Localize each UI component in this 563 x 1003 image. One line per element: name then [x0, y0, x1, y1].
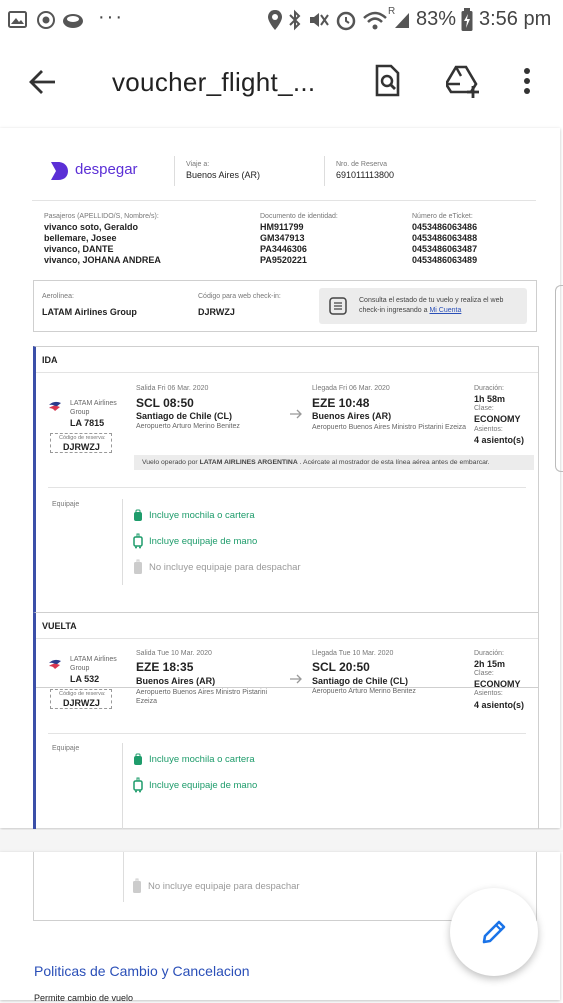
- baggage-checked: No incluye equipaje para despachar: [148, 881, 300, 892]
- class-label: Clase:: [474, 405, 494, 412]
- operating-carrier: LATAM AIRLINES ARGENTINA: [199, 459, 298, 466]
- baggage-divider: [122, 743, 123, 829]
- document-id-label: Documento de identidad:: [260, 213, 338, 220]
- return-reservation-code-box: [50, 689, 112, 709]
- booking-number-label: Nro. de Reserva: [336, 161, 387, 168]
- cloud-app-icon: [62, 10, 86, 30]
- outbound-flight-number: LA 7815: [70, 418, 105, 428]
- reservation-code: DJRWZJ: [63, 442, 100, 452]
- outbound-arrival-city: Buenos Aires (AR): [312, 411, 392, 421]
- seats-label: Asientos:: [474, 426, 503, 433]
- passenger-name: vivanco, JOHANA ANDREA: [44, 255, 161, 265]
- return-departure-time: EZE 18:35: [136, 660, 194, 674]
- outbound-departure-city: Santiago de Chile (CL): [136, 411, 233, 421]
- passenger-document: PA3446306: [260, 244, 307, 254]
- passenger-name: vivanco, DANTE: [44, 244, 114, 254]
- return-arrival-date: Llegada Tue 10 Mar. 2020: [312, 650, 394, 657]
- document-page-1: [0, 128, 560, 828]
- gallery-icon: [8, 10, 28, 30]
- outbound-departure-date: Salida Fri 06 Mar. 2020: [136, 385, 209, 392]
- passenger-eticket: 0453486063488: [412, 233, 478, 243]
- checked-bag-icon: [132, 878, 142, 894]
- document-title: voucher_flight_...: [112, 67, 316, 97]
- duration-label: Duración:: [474, 650, 504, 657]
- outbound-duration: 1h 58m: [474, 394, 506, 404]
- reservation-code-label: Código de reserva:: [59, 691, 106, 697]
- header-divider-1: [174, 156, 175, 186]
- passenger-list: [44, 222, 161, 266]
- outbound-baggage-rule: [48, 487, 526, 488]
- my-account-link[interactable]: Mi Cuenta: [429, 307, 462, 314]
- airline-name: LATAM Airlines Group: [42, 307, 137, 317]
- page-gap: [0, 830, 563, 852]
- flight-status-info: [319, 288, 527, 324]
- signal-icon: [393, 10, 411, 30]
- return-arrival-city: Santiago de Chile (CL): [312, 676, 409, 686]
- passenger-document: HM911799: [260, 222, 304, 232]
- status-bar: [0, 0, 563, 40]
- reservation-code-label: Código de reserva:: [59, 435, 106, 441]
- outbound-arrival-time: EZE 10:48: [312, 396, 370, 410]
- back-arrow-icon[interactable]: [28, 68, 58, 96]
- return-flight-number: LA 532: [70, 674, 100, 684]
- bluetooth-icon: [288, 9, 302, 31]
- return-departure-city: Buenos Aires (AR): [136, 676, 216, 686]
- checklist-icon: [329, 297, 347, 315]
- airline-checkin-box: [33, 280, 537, 332]
- status-text: [359, 296, 519, 316]
- chrome-icon: [36, 10, 56, 30]
- battery-percentage: 83%: [416, 8, 457, 30]
- airline-label: Aerolínea:: [42, 293, 74, 300]
- passenger-document: GM347913: [260, 233, 305, 243]
- return-departure-date: Salida Tue 10 Mar. 2020: [136, 650, 212, 657]
- return-departure-airport: Aeropuerto Buenos Aires Ministro Pistarini Ezeiza: [136, 689, 268, 705]
- operated-by-note: [134, 455, 534, 470]
- edit-fab[interactable]: [450, 888, 538, 976]
- baggage-divider: [122, 499, 123, 585]
- wifi-icon: [362, 9, 388, 31]
- document-id-list: [260, 222, 307, 266]
- return-duration: 2h 15m: [474, 659, 506, 669]
- latam-logo-icon: [48, 657, 62, 671]
- header-rule: [32, 200, 536, 201]
- passenger-name: bellemare, Josee: [44, 233, 117, 243]
- mute-icon: [308, 10, 330, 30]
- outbound-class: ECONOMY: [474, 414, 521, 424]
- reservation-code: DJRWZJ: [63, 698, 100, 708]
- outbound-arrival-airport: Aeropuerto Buenos Aires Ministro Pistarini Ezeiza: [312, 424, 467, 431]
- checkin-code-label: Código para web check-in:: [198, 293, 281, 300]
- outbound-seats: 4 asiento(s): [474, 435, 525, 445]
- eticket-label: Número de eTicket:: [412, 213, 473, 220]
- seats-label: Asientos:: [474, 690, 503, 697]
- latam-logo-icon: [48, 399, 62, 413]
- app-bar: [0, 40, 563, 126]
- header-divider-2: [324, 156, 325, 186]
- return-baggage-rule: [48, 733, 526, 734]
- add-to-drive-icon[interactable]: [446, 64, 482, 98]
- outbound-departure-time: SCL 08:50: [136, 396, 194, 410]
- duration-label: Duración:: [474, 385, 504, 392]
- trip-destination: Buenos Aires (AR): [186, 170, 261, 180]
- baggage-label: Equipaje: [52, 745, 80, 752]
- brand-name: despegar: [75, 161, 138, 178]
- passengers-label: Pasajeros (APELLIDO/S, Nombre/s):: [44, 213, 159, 220]
- class-label: Clase:: [474, 670, 494, 677]
- checked-bag-icon: [133, 559, 143, 575]
- passenger-name: vivanco soto, Geraldo: [44, 222, 139, 232]
- despegar-logo-icon: [48, 160, 70, 182]
- find-in-page-icon[interactable]: [372, 64, 402, 98]
- trip-label: Viaje a:: [186, 161, 210, 168]
- outbound-header-rule: [36, 372, 538, 373]
- baggage-carry-on: Incluye equipaje de mano: [149, 780, 258, 791]
- checkin-code: DJRWZJ: [198, 307, 235, 317]
- outbound-header: IDA: [42, 355, 58, 365]
- booking-number: 691011113800: [336, 170, 395, 180]
- clock-time: 3:56 pm: [479, 8, 552, 30]
- baggage-label: Equipaje: [52, 501, 80, 508]
- passenger-document: PA9520221: [260, 255, 307, 265]
- backpack-icon: [133, 753, 143, 766]
- policies-title: Politicas de Cambio y Cancelacion: [34, 963, 250, 979]
- carry-on-icon: [133, 777, 143, 793]
- return-header: VUELTA: [42, 621, 77, 631]
- roaming-indicator: R: [388, 6, 396, 17]
- return-airline: LATAM Airlines Group: [70, 656, 117, 672]
- return-class: ECONOMY: [474, 679, 521, 689]
- passenger-eticket: 0453486063487: [412, 244, 478, 254]
- baggage-divider: [123, 852, 124, 902]
- status-text-body: Consulta el estado de tu vuelo y realiza el web check-in ingresando a: [359, 297, 504, 314]
- more-notifications: ···: [98, 6, 124, 28]
- passenger-eticket: 0453486063486: [412, 222, 478, 232]
- return-section: [33, 612, 539, 829]
- passenger-eticket: 0453486063489: [412, 255, 478, 265]
- return-arrival-time: SCL 20:50: [312, 660, 370, 674]
- operated-by-prefix: Vuelo operado por: [142, 459, 200, 466]
- outbound-airline: LATAM Airlines Group: [70, 400, 117, 416]
- alarm-icon: [335, 9, 357, 31]
- pencil-icon: [480, 918, 508, 946]
- outbound-reservation-code-box: [50, 433, 112, 453]
- eticket-list: [412, 222, 477, 266]
- baggage-backpack: Incluye mochila o cartera: [149, 754, 255, 765]
- arrow-right-icon: [289, 674, 303, 684]
- return-header-rule: [36, 638, 538, 639]
- return-seats: 4 asiento(s): [474, 700, 525, 710]
- carry-on-icon: [133, 533, 143, 549]
- outbound-departure-airport: Aeropuerto Arturo Merino Benitez: [136, 423, 240, 430]
- overflow-menu-icon[interactable]: [522, 67, 532, 97]
- location-icon: [267, 9, 283, 31]
- baggage-carry-on: Incluye equipaje de mano: [149, 536, 258, 547]
- battery-icon: [461, 8, 473, 32]
- policies-first-line: Permite cambio de vuelo: [34, 993, 134, 1003]
- arrow-right-icon: [289, 409, 303, 419]
- next-page-edge: [555, 285, 563, 472]
- operated-by-suffix: . Acércate al mostrador de esta línea aérea antes de embarcar.: [297, 459, 490, 466]
- baggage-backpack: Incluye mochila o cartera: [149, 510, 255, 521]
- baggage-checked: No incluye equipaje para despachar: [149, 562, 301, 573]
- return-arrival-airport: Aeropuerto Arturo Merino Benitez: [312, 688, 416, 695]
- backpack-icon: [133, 509, 143, 522]
- outbound-arrival-date: Llegada Fri 06 Mar. 2020: [312, 385, 390, 392]
